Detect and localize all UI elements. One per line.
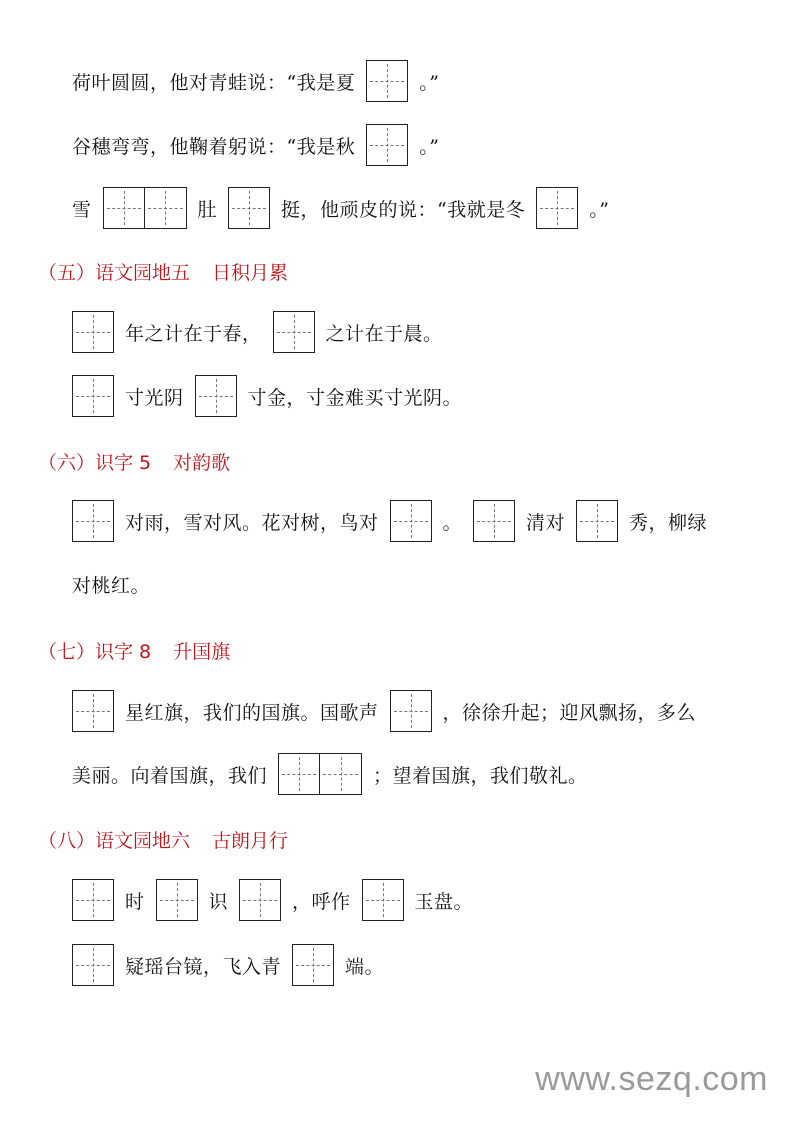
- writing-box[interactable]: [390, 500, 432, 542]
- writing-box[interactable]: [72, 311, 114, 353]
- writing-box[interactable]: [292, 944, 334, 986]
- line-text: 谷穗弯弯，他鞠着躬说：“我是秋: [72, 135, 356, 158]
- line-text: 。”: [589, 198, 610, 221]
- section5-line2: [72, 374, 473, 418]
- section7-line2: [72, 752, 599, 796]
- writing-box[interactable]: [72, 690, 114, 732]
- section6-line1: [72, 499, 718, 543]
- double-writing-box[interactable]: [278, 753, 362, 795]
- writing-box[interactable]: [228, 187, 270, 229]
- line-text: 美丽。向着国旗，我们: [72, 764, 268, 787]
- line-text: 荷叶圆圆，他对青蛙说：“我是夏: [72, 71, 356, 94]
- section-heading-7: [38, 637, 230, 664]
- section-title: 古朗月行: [212, 830, 289, 852]
- line-text: 端。: [345, 955, 385, 978]
- section8-line1: [72, 878, 484, 922]
- writing-box[interactable]: [366, 60, 408, 102]
- line-text: 清对: [526, 511, 566, 534]
- writing-box[interactable]: [103, 187, 145, 229]
- section8-line2: [72, 943, 395, 987]
- writing-box[interactable]: [145, 187, 187, 229]
- line-text: 。: [442, 511, 463, 534]
- writing-box[interactable]: [576, 500, 618, 542]
- section-number: （八）语文园地六: [38, 830, 191, 852]
- line-text: 对雨，雪对风。花对树，鸟对: [125, 511, 379, 534]
- writing-box[interactable]: [156, 879, 198, 921]
- line-text: 寸金，寸金难买寸光阴。: [247, 386, 463, 409]
- writing-box[interactable]: [239, 879, 281, 921]
- section-title: 升国旗: [173, 641, 231, 663]
- writing-box[interactable]: [72, 879, 114, 921]
- line-text: ，徐徐升起；迎风飘扬，多么: [442, 701, 697, 724]
- double-writing-box[interactable]: [103, 187, 187, 229]
- writing-box[interactable]: [72, 500, 114, 542]
- writing-box[interactable]: [473, 500, 515, 542]
- line-text: ；望着国旗，我们敬礼。: [373, 764, 588, 787]
- line-text: 之计在于晨。: [325, 322, 443, 345]
- poem-line-summer: [72, 59, 450, 103]
- writing-box[interactable]: [72, 944, 114, 986]
- section7-line1: [72, 689, 707, 733]
- line-text: 寸光阴: [125, 386, 184, 409]
- line-text: 识: [208, 890, 229, 913]
- line-text: 年之计在于春，: [125, 322, 262, 345]
- line-text: 对桃红。: [72, 574, 151, 597]
- line-text: 雪: [72, 198, 92, 221]
- writing-box[interactable]: [362, 879, 404, 921]
- writing-box[interactable]: [195, 375, 237, 417]
- section-title: 日积月累: [212, 262, 289, 284]
- line-text: 疑瑶台镜，飞入青: [125, 955, 282, 978]
- section-number: （七）识字 8: [38, 641, 152, 663]
- line-text: 星红旗，我们的国旗。国歌声: [125, 701, 379, 724]
- line-text: 挺，他顽皮的说：“我就是冬: [281, 198, 526, 221]
- section6-line2: [72, 562, 161, 606]
- line-text: 肚: [197, 198, 218, 221]
- line-text: 秀，柳绿: [629, 511, 708, 534]
- poem-line-autumn: [72, 123, 450, 167]
- writing-box[interactable]: [273, 311, 315, 353]
- writing-box[interactable]: [366, 124, 408, 166]
- section-number: （六）识字 5: [38, 452, 152, 474]
- writing-box[interactable]: [72, 375, 114, 417]
- line-text: 时: [125, 890, 145, 913]
- writing-box[interactable]: [536, 187, 578, 229]
- writing-box[interactable]: [320, 753, 362, 795]
- site-watermark: www.sezq.com: [535, 1060, 768, 1098]
- line-text: 。”: [419, 135, 440, 158]
- writing-box[interactable]: [390, 690, 432, 732]
- poem-line-winter: [72, 186, 620, 230]
- line-text: 玉盘。: [414, 890, 474, 913]
- section-number: （五）语文园地五: [38, 262, 191, 284]
- line-text: 。”: [419, 71, 440, 94]
- writing-box[interactable]: [278, 753, 320, 795]
- section-heading-5: [38, 258, 288, 285]
- section-heading-6: [38, 448, 230, 475]
- line-text: ，呼作: [292, 890, 351, 913]
- section5-line1: [72, 310, 454, 354]
- section-heading-8: [38, 826, 288, 853]
- section-title: 对韵歌: [173, 452, 231, 474]
